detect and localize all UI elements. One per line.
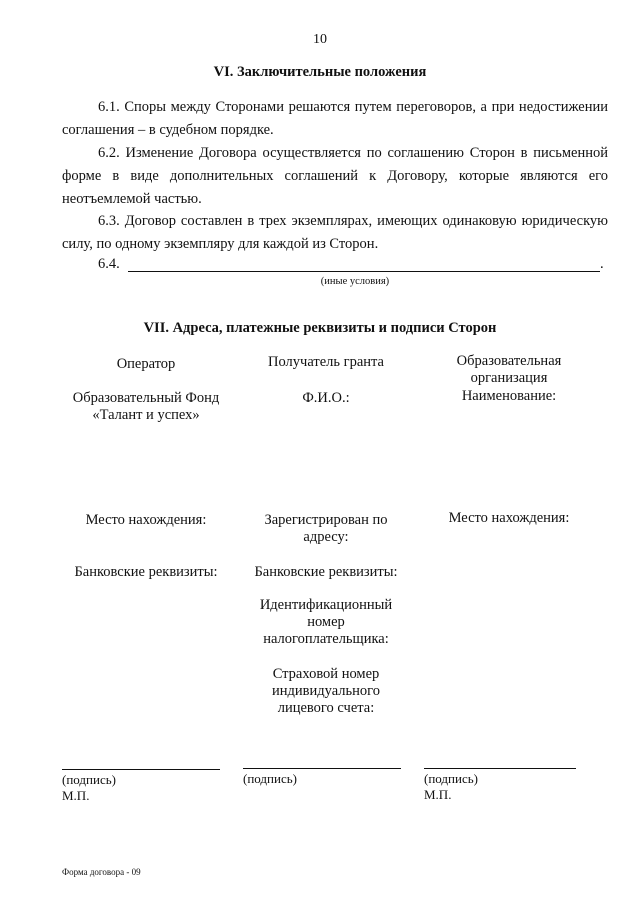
organization-address-label: Место нахождения: [448, 510, 570, 526]
section-7-title: VII. Адреса, платежные реквизиты и подписи Сторон [143, 320, 497, 336]
operator-address-label: Место нахождения: [85, 512, 207, 528]
organization-signature-line [424, 768, 576, 769]
operator-stamp-label: М.П. [62, 788, 90, 803]
operator-bank-label: Банковские реквизиты: [74, 564, 218, 580]
clause-6-3: 6.3. Договор составлен в трех экземплярах, имеющих одинаковую юридическую силу, по одному экземпляру для каждой из Сторон. [62, 213, 608, 252]
recipient-name-label: Ф.И.О.: [302, 390, 350, 406]
clause-6-4-caption: (иные условия) [320, 276, 390, 287]
recipient-inn-label: Идентификационный номер налогоплательщика: [259, 597, 393, 647]
clause-6-1: 6.1. Споры между Сторонами решаются путем переговоров, а при недостижении соглашения – в судебном порядке. [62, 99, 608, 138]
recipient-header: Получатель гранта [268, 354, 384, 370]
operator-signature-label: (подпись) [62, 772, 116, 787]
recipient-address-label: Зарегистрирован по адресу: [264, 512, 388, 545]
operator-signature-line [62, 769, 220, 770]
clause-6-4-end: . [600, 256, 604, 272]
recipient-signature-line [243, 768, 401, 769]
clause-6-4-number: 6.4. [98, 256, 120, 272]
section-6-title: VI. Заключительные положения [213, 64, 427, 80]
recipient-snils-label: Страховой номер индивидуального лицевого счета: [272, 666, 380, 716]
recipient-signature-label: (подпись) [243, 771, 297, 786]
clause-6-2: 6.2. Изменение Договора осуществляется по соглашению Сторон в письменной форме в виде дополнительных соглашений к Договору, которые являются его неотъемлемой частью. [62, 145, 608, 207]
organization-name-label: Наименование: [461, 388, 557, 404]
form-footer: Форма договора - 09 [62, 867, 141, 877]
recipient-bank-label: Банковские реквизиты: [254, 564, 398, 580]
organization-stamp-label: М.П. [424, 787, 452, 802]
organization-header: Образовательная организация [456, 353, 562, 386]
operator-header: Оператор [116, 356, 176, 372]
clause-6-4-fill-line [128, 257, 600, 272]
organization-signature-label: (подпись) [424, 771, 478, 786]
operator-name: Образовательный Фонд «Талант и успех» [72, 390, 220, 423]
page-number: 10 [313, 32, 327, 47]
